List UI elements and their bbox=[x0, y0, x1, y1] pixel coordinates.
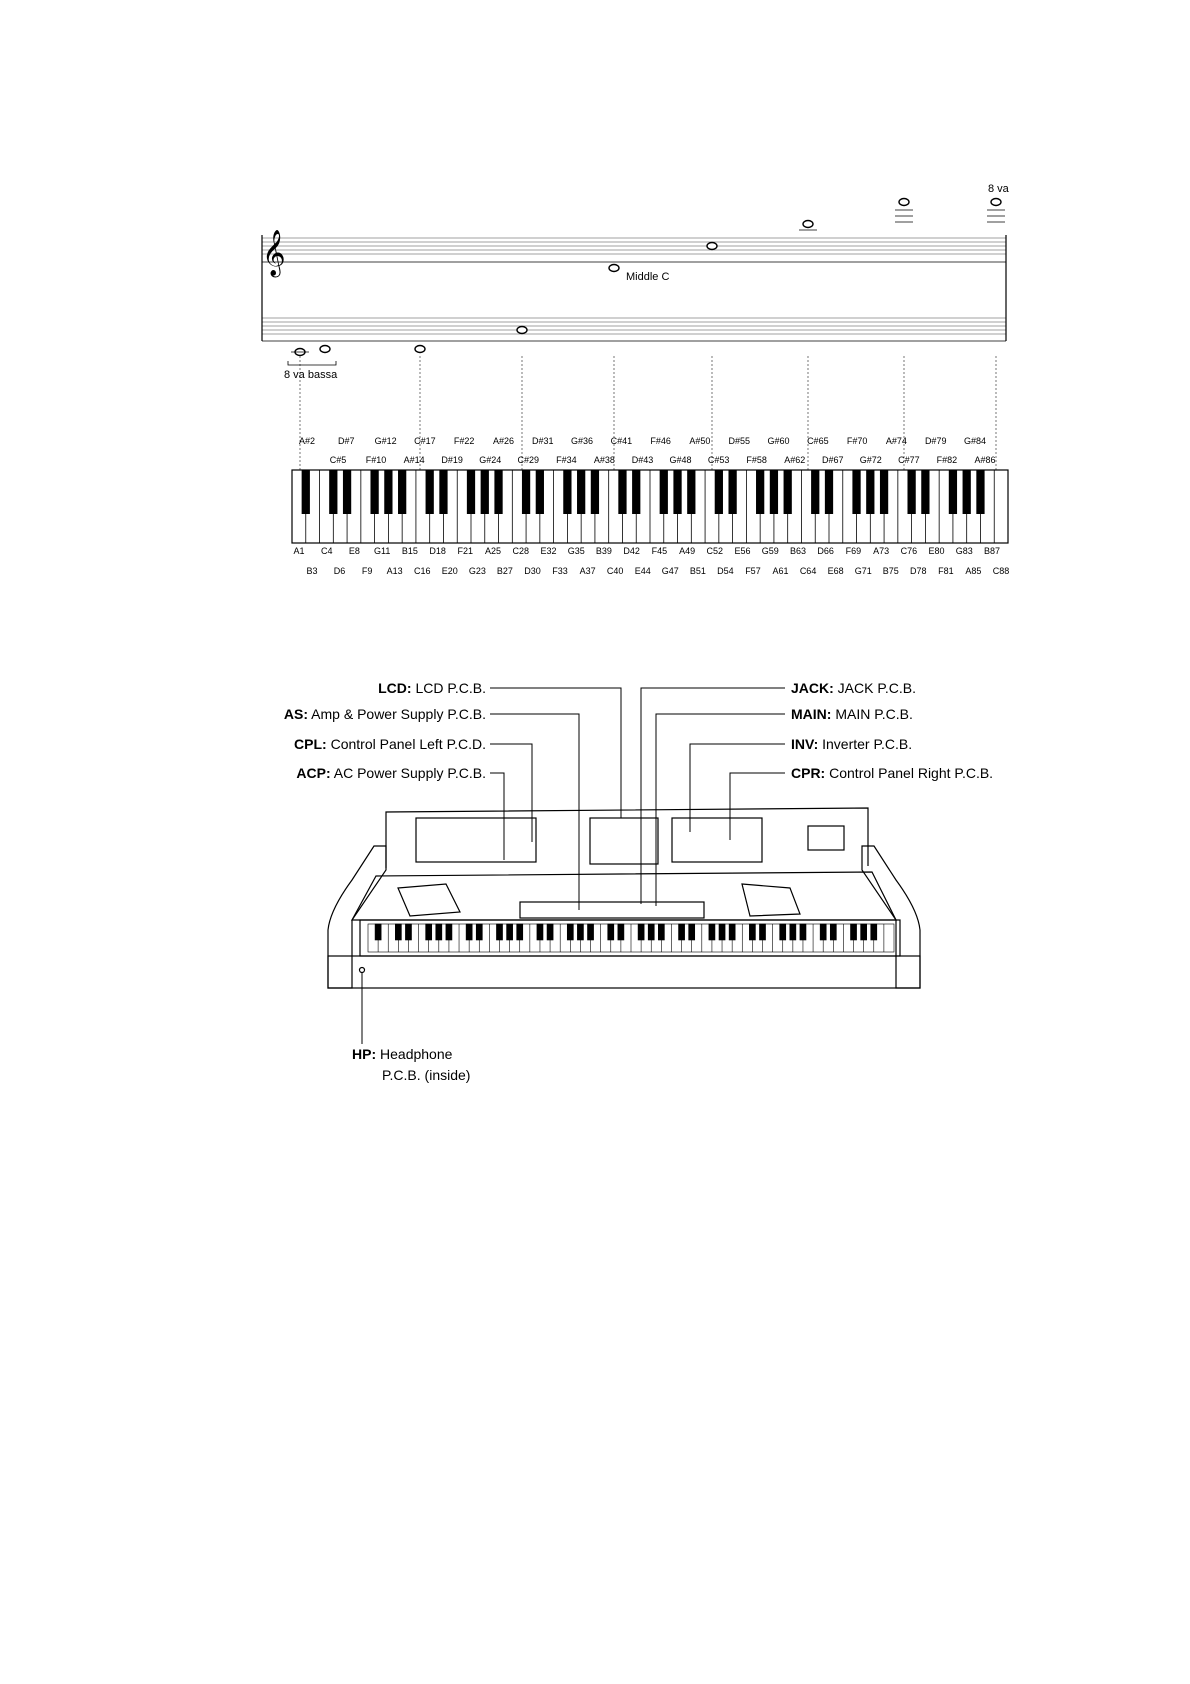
whole-note bbox=[991, 199, 1001, 206]
as-leader bbox=[490, 714, 579, 910]
panel-board-mid bbox=[590, 818, 658, 864]
black-key bbox=[632, 470, 640, 514]
key-label: D30 bbox=[524, 566, 541, 576]
piano-drawing bbox=[328, 808, 920, 988]
piano-black-key bbox=[496, 924, 502, 940]
key-label: E80 bbox=[928, 546, 945, 556]
key-label: B63 bbox=[789, 546, 806, 556]
key-label: C4 bbox=[320, 546, 333, 556]
key-label: F81 bbox=[938, 566, 954, 576]
black-key bbox=[481, 470, 489, 514]
key-label: A#50 bbox=[689, 436, 711, 446]
key-label: A25 bbox=[485, 546, 502, 556]
key-label: F#58 bbox=[746, 455, 767, 465]
piano-black-key bbox=[800, 924, 806, 940]
black-key bbox=[563, 470, 571, 514]
key-label: F#10 bbox=[365, 455, 387, 465]
main-label: MAIN: MAIN P.C.B. bbox=[791, 706, 913, 722]
staff-lines bbox=[262, 238, 1006, 341]
piano-black-key bbox=[709, 924, 715, 940]
key-label: G#48 bbox=[669, 455, 692, 465]
key-label: A61 bbox=[772, 566, 789, 576]
black-key bbox=[329, 470, 337, 514]
piano-black-key bbox=[729, 924, 735, 940]
black-key bbox=[784, 470, 792, 514]
key-label: A#86 bbox=[974, 455, 996, 465]
black-key bbox=[494, 470, 502, 514]
key-label: A13 bbox=[386, 566, 403, 576]
headphone-jack bbox=[360, 968, 365, 973]
piano-right-arm bbox=[862, 846, 920, 988]
key-label: D#67 bbox=[822, 455, 844, 465]
piano-black-key bbox=[517, 924, 523, 940]
whole-note bbox=[517, 327, 527, 334]
key-label: C64 bbox=[799, 566, 817, 576]
key-label: A49 bbox=[679, 546, 696, 556]
key-label: C#29 bbox=[517, 455, 540, 465]
key-label: A#74 bbox=[885, 436, 907, 446]
ottava-bassa-label: 8 va bassa bbox=[284, 369, 338, 381]
black-key bbox=[866, 470, 874, 514]
key-label: G#12 bbox=[374, 436, 397, 446]
whole-note bbox=[415, 346, 425, 353]
black-key bbox=[618, 470, 626, 514]
key-guide-lines bbox=[300, 356, 996, 470]
black-key bbox=[921, 470, 929, 514]
piano-black-key bbox=[395, 924, 401, 940]
black-key bbox=[673, 470, 681, 514]
whole-note bbox=[899, 199, 909, 206]
key-label: B75 bbox=[882, 566, 899, 576]
piano-black-key bbox=[537, 924, 543, 940]
black-key bbox=[591, 470, 599, 514]
as-label: AS: Amp & Power Supply P.C.B. bbox=[283, 706, 486, 722]
ottava-alta-label: 8 va bbox=[988, 183, 1009, 195]
key-label: F21 bbox=[457, 546, 474, 556]
key-label: B3 bbox=[306, 566, 318, 576]
hp-label: HP: Headphone bbox=[352, 1046, 453, 1062]
piano-black-key bbox=[830, 924, 836, 940]
key-label: C#17 bbox=[414, 436, 436, 446]
key-label: D54 bbox=[717, 566, 734, 576]
black-key bbox=[384, 470, 392, 514]
speaker-right bbox=[742, 884, 800, 916]
key-label: C40 bbox=[606, 566, 624, 576]
key-label: G47 bbox=[661, 566, 679, 576]
black-key bbox=[963, 470, 971, 514]
speaker-left bbox=[398, 884, 460, 916]
piano-black-key bbox=[375, 924, 381, 940]
key-label: G23 bbox=[468, 566, 486, 576]
lcd-label: LCD: LCD P.C.B. bbox=[378, 680, 486, 696]
key-label: F#46 bbox=[650, 436, 671, 446]
key-label: G59 bbox=[761, 546, 779, 556]
lcd-leader bbox=[490, 688, 621, 818]
panel-slot bbox=[808, 826, 844, 850]
music-staff bbox=[262, 199, 1006, 471]
key-label: D78 bbox=[910, 566, 927, 576]
key-label: D6 bbox=[333, 566, 346, 576]
key-label: D#55 bbox=[728, 436, 750, 446]
key-label: D#19 bbox=[441, 455, 463, 465]
key-label: G#60 bbox=[767, 436, 790, 446]
key-label: F57 bbox=[745, 566, 761, 576]
key-label: A#38 bbox=[593, 455, 615, 465]
middle-c-label: Middle C bbox=[626, 271, 670, 283]
black-key bbox=[728, 470, 736, 514]
key-label: C#53 bbox=[707, 455, 730, 465]
black-key bbox=[852, 470, 860, 514]
key-label: D66 bbox=[817, 546, 834, 556]
key-label: B87 bbox=[983, 546, 1001, 556]
main-board-strip bbox=[520, 902, 704, 918]
key-label: C28 bbox=[512, 546, 530, 556]
acp-leader bbox=[490, 773, 504, 860]
piano-black-key bbox=[648, 924, 654, 940]
piano-black-key bbox=[759, 924, 765, 940]
key-label: A#14 bbox=[403, 455, 425, 465]
key-label: B15 bbox=[401, 546, 418, 556]
piano-black-key bbox=[719, 924, 725, 940]
key-label: G#84 bbox=[963, 436, 987, 446]
key-label: C#65 bbox=[807, 436, 829, 446]
panel-board-right bbox=[672, 818, 762, 862]
piano-back-panel bbox=[386, 808, 868, 868]
piano-black-key bbox=[679, 924, 685, 940]
piano-drawing-keys bbox=[368, 924, 894, 952]
key-label: G83 bbox=[955, 546, 973, 556]
black-key bbox=[715, 470, 723, 514]
piano-black-key bbox=[426, 924, 432, 940]
key-label: F33 bbox=[552, 566, 568, 576]
key-label: E32 bbox=[540, 546, 557, 556]
black-key bbox=[770, 470, 778, 514]
piano-black-key bbox=[780, 924, 786, 940]
key-label: F69 bbox=[845, 546, 862, 556]
key-label: C#5 bbox=[329, 455, 347, 465]
ottava-bassa-bracket bbox=[288, 361, 336, 365]
whole-note bbox=[320, 346, 330, 353]
key-label: D42 bbox=[623, 546, 640, 556]
piano-black-key bbox=[851, 924, 857, 940]
piano-black-key bbox=[588, 924, 594, 940]
key-label: F#70 bbox=[846, 436, 868, 446]
piano-black-key bbox=[689, 924, 695, 940]
piano-black-key bbox=[608, 924, 614, 940]
key-label: A#2 bbox=[298, 436, 316, 446]
black-key bbox=[687, 470, 695, 514]
black-key bbox=[522, 470, 530, 514]
piano-left-arm bbox=[328, 846, 386, 988]
cpr-label: CPR: Control Panel Right P.C.B. bbox=[791, 765, 994, 781]
piano-black-key bbox=[820, 924, 826, 940]
black-key bbox=[426, 470, 434, 514]
black-key bbox=[825, 470, 833, 514]
key-label: C16 bbox=[413, 566, 431, 576]
whole-note bbox=[609, 265, 619, 272]
key-label: B39 bbox=[595, 546, 612, 556]
black-key bbox=[439, 470, 447, 514]
keyboard-chart bbox=[292, 470, 1008, 543]
acp-label: ACP: AC Power Supply P.C.B. bbox=[296, 765, 486, 781]
whole-note bbox=[707, 243, 717, 250]
inv-leader bbox=[690, 744, 785, 832]
key-label: E20 bbox=[441, 566, 458, 576]
black-key bbox=[302, 470, 310, 514]
black-key bbox=[949, 470, 957, 514]
jack-leader bbox=[641, 688, 785, 904]
piano-black-key bbox=[790, 924, 796, 940]
key-label: A37 bbox=[579, 566, 596, 576]
black-key bbox=[467, 470, 475, 514]
key-label: A1 bbox=[293, 546, 305, 556]
key-label: C#77 bbox=[898, 455, 920, 465]
black-key bbox=[976, 470, 984, 514]
key-label: E8 bbox=[348, 546, 360, 556]
key-label: D18 bbox=[429, 546, 446, 556]
key-label: C52 bbox=[706, 546, 724, 556]
key-label: G35 bbox=[567, 546, 585, 556]
piano-black-key bbox=[547, 924, 553, 940]
key-label: G71 bbox=[854, 566, 872, 576]
key-label: E44 bbox=[634, 566, 651, 576]
key-label: F#22 bbox=[453, 436, 475, 446]
black-key bbox=[343, 470, 351, 514]
piano-black-key bbox=[638, 924, 644, 940]
black-key bbox=[370, 470, 378, 514]
black-key bbox=[907, 470, 915, 514]
cpr-leader bbox=[730, 773, 785, 840]
piano-black-key bbox=[405, 924, 411, 940]
panel-board-left bbox=[416, 818, 536, 862]
cpl-label: CPL: Control Panel Left P.C.D. bbox=[294, 736, 486, 752]
key-label: F#82 bbox=[936, 455, 958, 465]
piano-black-key bbox=[749, 924, 755, 940]
piano-black-key bbox=[567, 924, 573, 940]
treble-clef-icon: 𝄞 bbox=[262, 230, 286, 276]
whole-note bbox=[803, 221, 813, 228]
key-label: G#36 bbox=[571, 436, 594, 446]
piano-black-key bbox=[466, 924, 472, 940]
key-label: F#34 bbox=[556, 455, 577, 465]
black-key bbox=[756, 470, 764, 514]
key-label: D#7 bbox=[338, 436, 355, 446]
jack-label: JACK: JACK P.C.B. bbox=[791, 680, 916, 696]
key-label: C76 bbox=[900, 546, 918, 556]
piano-black-key bbox=[618, 924, 624, 940]
key-label: D#43 bbox=[631, 455, 654, 465]
key-label: A#62 bbox=[784, 455, 806, 465]
cpl-leader bbox=[490, 744, 532, 842]
black-key bbox=[811, 470, 819, 514]
key-label: A#26 bbox=[492, 436, 514, 446]
key-label: C88 bbox=[992, 566, 1010, 576]
key-label: B51 bbox=[689, 566, 706, 576]
black-key bbox=[398, 470, 406, 514]
piano-black-key bbox=[871, 924, 877, 940]
hp-label-line2: P.C.B. (inside) bbox=[382, 1067, 471, 1083]
black-key bbox=[660, 470, 668, 514]
key-label: D#79 bbox=[924, 436, 947, 446]
key-label: F9 bbox=[361, 566, 373, 576]
piano-black-key bbox=[446, 924, 452, 940]
key-label: G#72 bbox=[859, 455, 882, 465]
black-key bbox=[577, 470, 585, 514]
piano-black-key bbox=[507, 924, 513, 940]
key-label: A73 bbox=[873, 546, 890, 556]
piano-black-key bbox=[476, 924, 482, 940]
key-label: E68 bbox=[827, 566, 844, 576]
piano-black-key bbox=[577, 924, 583, 940]
piano-black-key bbox=[658, 924, 664, 940]
key-label: A85 bbox=[965, 566, 982, 576]
black-key bbox=[536, 470, 544, 514]
key-label: G#24 bbox=[479, 455, 502, 465]
piano-black-key bbox=[861, 924, 867, 940]
inv-label: INV: Inverter P.C.B. bbox=[791, 736, 913, 752]
key-label: F45 bbox=[651, 546, 668, 556]
key-label: C#41 bbox=[610, 436, 633, 446]
piano-front-rail bbox=[328, 956, 920, 988]
piano-black-key bbox=[436, 924, 442, 940]
key-label: G11 bbox=[373, 546, 391, 556]
key-label: E56 bbox=[734, 546, 751, 556]
black-key bbox=[880, 470, 888, 514]
key-label: D#31 bbox=[532, 436, 554, 446]
key-label: B27 bbox=[496, 566, 513, 576]
